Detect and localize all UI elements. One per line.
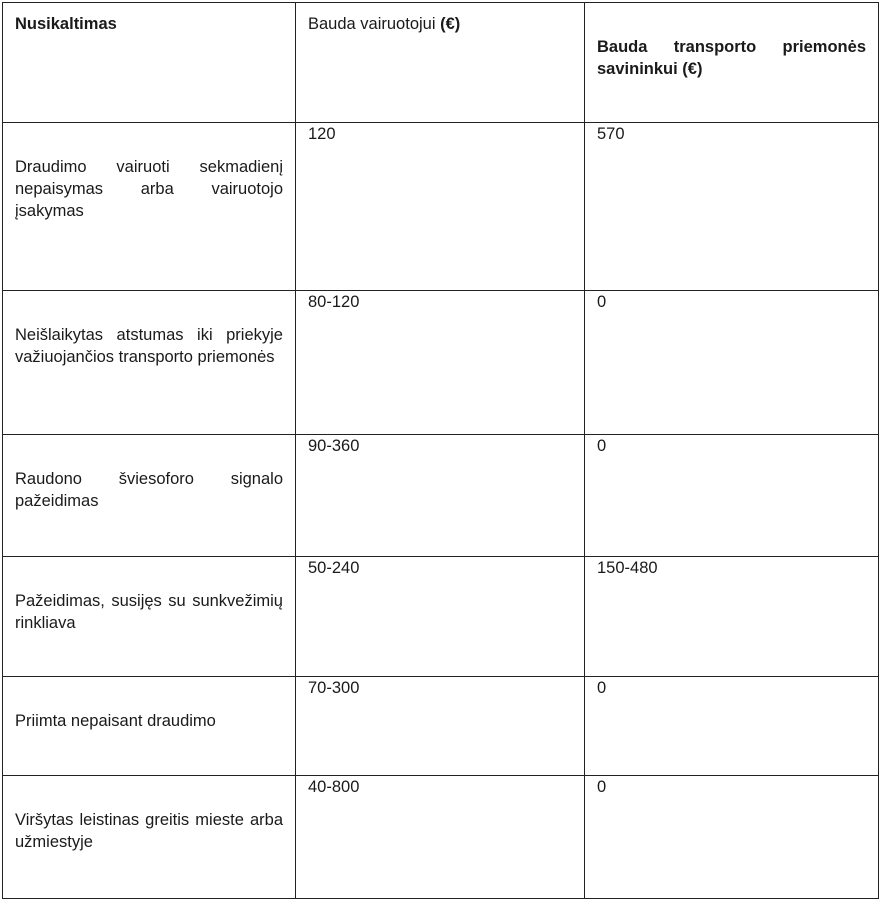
table-row: [3, 435, 879, 557]
driver-fine-cell: 40-800: [296, 776, 585, 899]
driver-fine-cell: 90-360: [296, 435, 585, 557]
table-row: [3, 291, 879, 435]
offense-cell: Neišlaikytas atstumas iki priekyje važiuojančios transporto priemonės: [3, 291, 296, 435]
offense-cell: Priimta nepaisant draudimo: [3, 677, 296, 776]
owner-fine-cell: 570: [585, 123, 879, 291]
table-row: [3, 677, 879, 776]
owner-fine-cell: 0: [585, 291, 879, 435]
header-offense: Nusikaltimas: [3, 3, 296, 123]
offense-cell: Viršytas leistinas greitis mieste arba užmiestyje: [3, 776, 296, 899]
owner-fine-cell: 0: [585, 435, 879, 557]
table-row: [3, 123, 879, 291]
offense-cell: Draudimo vairuoti sekmadienį nepaisymas arba vairuotojo įsakymas: [3, 123, 296, 291]
header-owner-fine: Bauda transporto priemonės savininkui (€): [585, 3, 879, 123]
table-row: [3, 776, 879, 899]
owner-fine-cell: 0: [585, 677, 879, 776]
table-row: [3, 557, 879, 677]
fines-table: [2, 2, 879, 899]
driver-fine-cell: 120: [296, 123, 585, 291]
header-driver-fine-unit: (€): [440, 15, 461, 33]
table-header-row: [3, 3, 879, 123]
header-driver-fine: [296, 3, 585, 123]
owner-fine-cell: 150-480: [585, 557, 879, 677]
offense-cell: Pažeidimas, susijęs su sunkvežimių rinkliava: [3, 557, 296, 677]
header-driver-fine-label: Bauda vairuotojui: [308, 15, 441, 33]
driver-fine-cell: 80-120: [296, 291, 585, 435]
driver-fine-cell: 70-300: [296, 677, 585, 776]
driver-fine-cell: 50-240: [296, 557, 585, 677]
offense-cell: Raudono šviesoforo signalo pažeidimas: [3, 435, 296, 557]
owner-fine-cell: 0: [585, 776, 879, 899]
